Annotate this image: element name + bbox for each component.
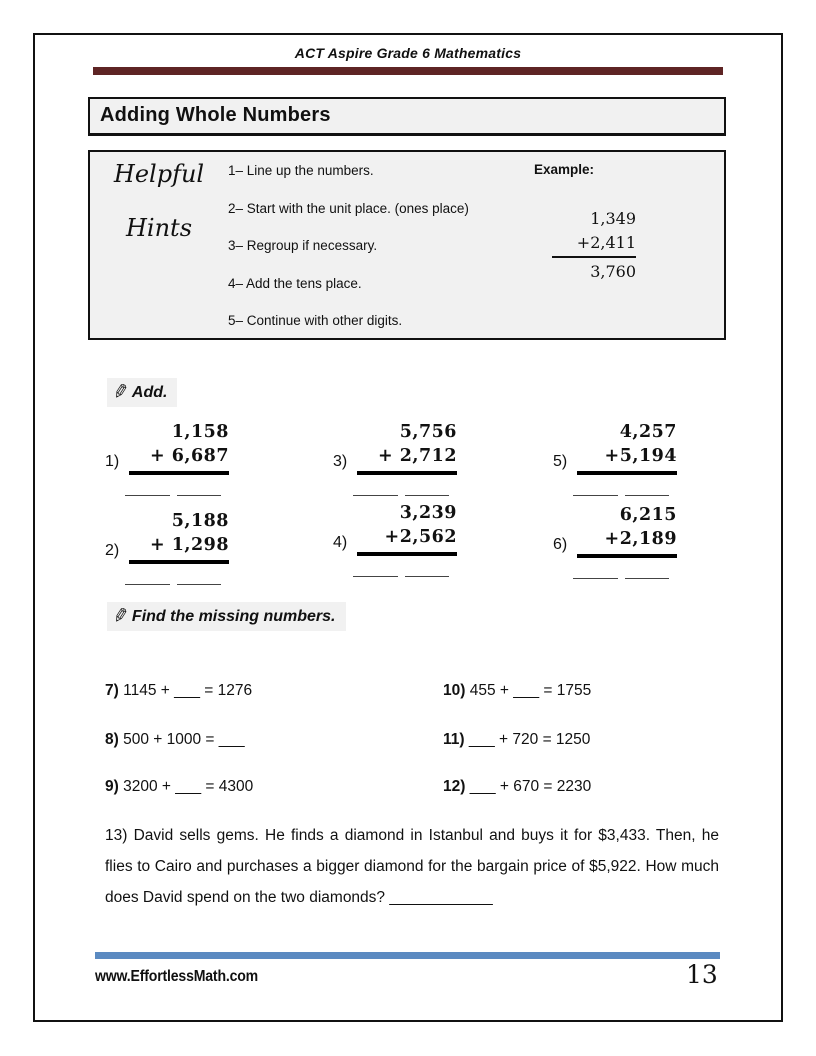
section-title: Adding Whole Numbers — [88, 97, 726, 136]
header-rule — [93, 67, 723, 75]
problem-number: 2) — [105, 542, 120, 559]
add-section-label: Add. — [131, 383, 168, 401]
missing-problem-10 — [443, 682, 591, 700]
addition-stack — [129, 509, 229, 564]
equation-text: ___ + 670 = 2230 — [469, 778, 592, 795]
answer-blank — [353, 571, 449, 577]
addition-stack — [357, 501, 457, 556]
hint-item: 1– Line up the numbers. — [228, 163, 374, 178]
addend-bottom: +5,194 — [577, 444, 677, 475]
add-problem-2 — [105, 509, 235, 585]
addend-top: 4,257 — [619, 422, 677, 442]
example-sum-stack — [552, 207, 636, 284]
problem-number: 3) — [333, 453, 348, 470]
example-column — [534, 152, 724, 338]
answer-blank — [125, 490, 221, 496]
addend-top: 5,756 — [399, 422, 457, 442]
missing-numbers-section-label: Find the missing numbers. — [131, 607, 336, 625]
hints-heading-line1: Helpful — [113, 160, 205, 188]
addend-bottom: + 2,712 — [357, 444, 457, 475]
hint-item: 4– Add the tens place. — [228, 275, 362, 291]
missing-problem-11 — [443, 731, 590, 749]
hint-item: 3– Regroup if necessary. — [228, 238, 378, 253]
hints-heading-line2: Hints — [125, 214, 193, 242]
equation-text: 3200 + ___ = 4300 — [123, 778, 254, 795]
addend-bottom: +2,189 — [577, 527, 677, 558]
missing-numbers-section-header — [107, 602, 346, 631]
addend-top: 3,239 — [399, 503, 457, 523]
add-problem-5 — [553, 420, 683, 496]
addend-top: 5,188 — [171, 511, 229, 531]
addend-bottom: +2,562 — [357, 525, 457, 556]
problem-number: 5) — [553, 453, 568, 470]
pencil-icon: ✎ — [110, 604, 131, 629]
page-number: 13 — [686, 960, 718, 989]
addend-bottom: + 6,687 — [129, 444, 229, 475]
addend-top: 6,215 — [619, 505, 677, 525]
addition-stack — [129, 420, 229, 475]
example-label: Example: — [534, 162, 595, 177]
hint-item: 5– Continue with other digits. — [228, 313, 403, 328]
helpful-hints-box — [88, 150, 726, 340]
problem-number: 4) — [333, 534, 348, 551]
example-sum: 3,760 — [590, 262, 636, 281]
addition-stack — [577, 420, 677, 475]
equation-text: 500 + 1000 = ___ — [123, 731, 245, 748]
addition-stack — [357, 420, 457, 475]
footer-rule — [95, 952, 720, 959]
hints-list — [228, 152, 534, 338]
word-problem-13: 13) David sells gems. He finds a diamond in Istanbul and buys it for $3,433. Then, he flies to Cairo and purchases a bigger diamond for the bargain price of $5,922. How much does David spend on the two diamonds? ____________ — [105, 827, 719, 906]
problem-number: 8) — [105, 731, 119, 748]
missing-problem-8 — [105, 731, 245, 749]
problem-number: 11) — [443, 731, 465, 748]
problem-number: 9) — [105, 778, 119, 795]
hints-heading — [90, 152, 228, 338]
addition-stack — [577, 503, 677, 558]
missing-problem-7 — [105, 682, 252, 700]
example-addend1: 1,349 — [590, 209, 636, 228]
problem-number: 1) — [105, 453, 120, 470]
footer-website-link: www.EffortlessMath.com — [95, 968, 259, 985]
missing-problem-9 — [105, 778, 253, 796]
addend-top: 1,158 — [171, 422, 229, 442]
hint-item: 2– Start with the unit place. (ones place) — [228, 200, 469, 216]
add-problem-1 — [105, 420, 235, 496]
addend-bottom: + 1,298 — [129, 533, 229, 564]
example-addend2: +2,411 — [552, 231, 636, 258]
answer-blank — [573, 573, 669, 579]
add-problem-3 — [333, 420, 463, 496]
equation-text: 455 + ___ = 1755 — [469, 682, 592, 699]
answer-blank — [125, 579, 221, 585]
add-problem-4 — [333, 501, 463, 577]
equation-text: 1145 + ___ = 1276 — [123, 682, 253, 699]
problem-number: 10) — [443, 682, 466, 699]
add-problem-6 — [553, 503, 683, 579]
missing-problem-12 — [443, 778, 591, 796]
problem-number: 7) — [105, 682, 119, 699]
problem-number: 6) — [553, 536, 568, 553]
answer-blank — [573, 490, 669, 496]
header-title: ACT Aspire Grade 6 Mathematics — [294, 45, 522, 61]
answer-blank — [353, 490, 449, 496]
add-section-header — [107, 378, 177, 407]
equation-text: ___ + 720 = 1250 — [468, 731, 591, 748]
pencil-icon: ✎ — [110, 380, 131, 405]
problem-number: 12) — [443, 778, 466, 795]
